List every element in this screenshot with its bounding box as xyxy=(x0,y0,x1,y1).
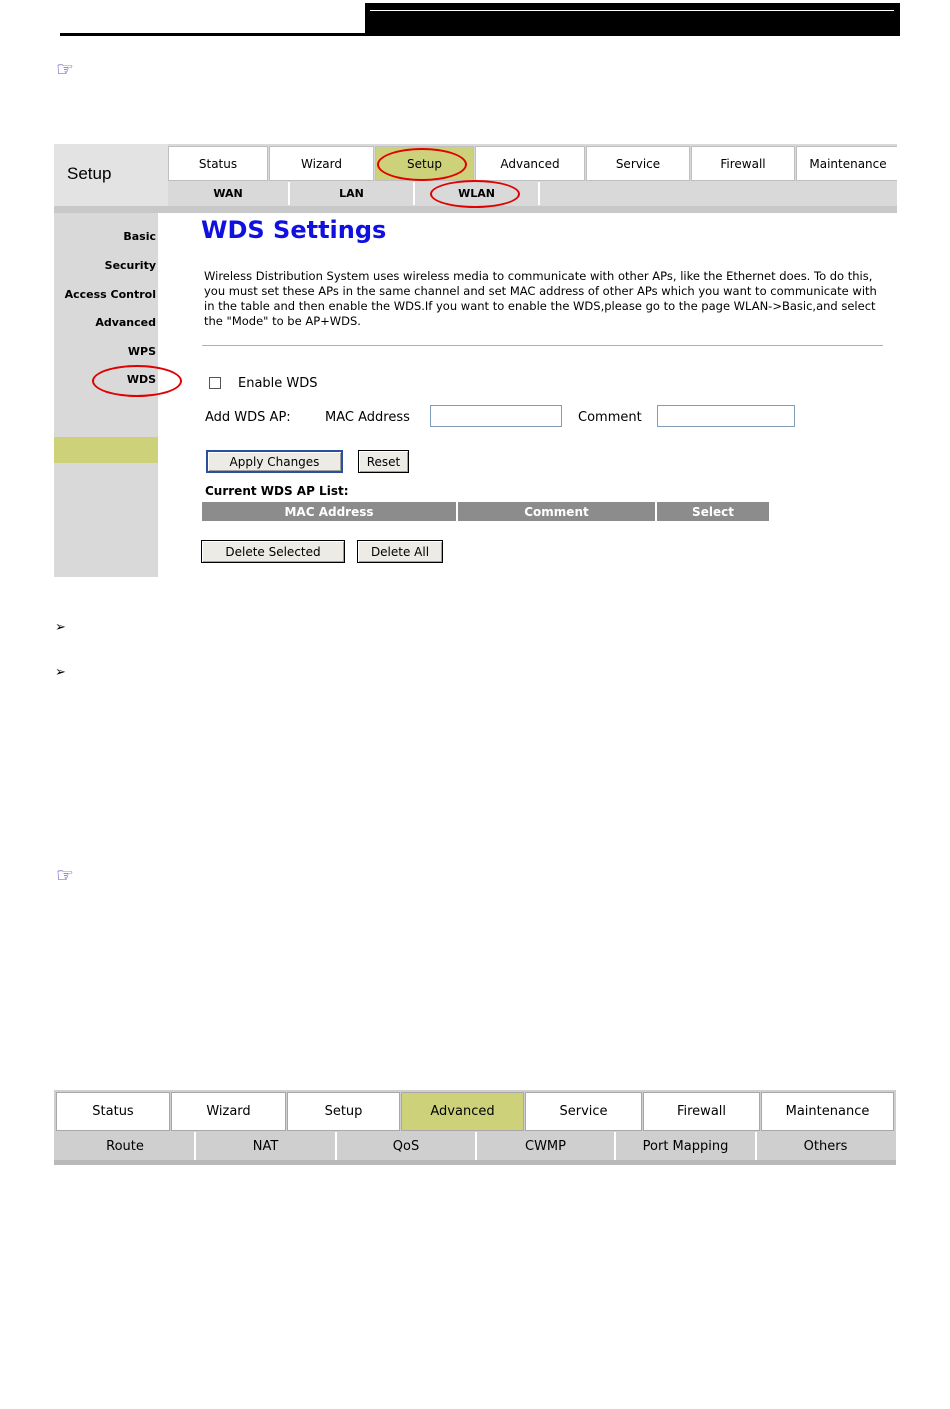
pointing-hand-icon-2: ☞ xyxy=(56,865,74,887)
main-content xyxy=(158,213,897,577)
current-wds-ap-list-label: Current WDS AP List: xyxy=(205,484,349,498)
divider xyxy=(202,345,883,346)
sub-nav xyxy=(168,182,897,205)
subtab-lan[interactable]: LAN xyxy=(290,182,415,205)
add-wds-ap-label: Add WDS AP: xyxy=(205,410,291,425)
tab-wizard[interactable]: Wizard xyxy=(269,146,374,181)
header-rule xyxy=(60,33,365,36)
side-active-highlight xyxy=(54,437,158,463)
tab-advanced[interactable]: Advanced xyxy=(475,146,585,181)
mac-address-input[interactable] xyxy=(430,405,562,427)
table-header-select: Select xyxy=(657,502,769,521)
wds-settings-screenshot xyxy=(54,144,897,577)
page-section-title: Setup xyxy=(67,164,112,183)
subtab2-cwmp[interactable]: CWMP xyxy=(477,1132,616,1160)
main-nav xyxy=(168,146,897,181)
wds-description: Wireless Distribution System uses wireless media to communicate with other APs, like the Ethernet does. To do this, you must set these APs in the same channel and set MAC address of other APs which you want to communicate with in the table and then enable the WDS.If you want to enable the WDS,please go to the page WLAN->Basic,and select the "Mode" to be AP+WDS. xyxy=(204,269,877,328)
side-item-access-control[interactable]: Access Control xyxy=(64,288,156,301)
sub-nav-2 xyxy=(56,1132,894,1160)
tab-firewall[interactable]: Firewall xyxy=(691,146,795,181)
apply-changes-button[interactable]: Apply Changes xyxy=(206,450,343,473)
header-bar-line xyxy=(370,10,894,11)
side-item-wds[interactable]: WDS xyxy=(126,373,156,386)
tab-setup[interactable]: Setup xyxy=(375,146,474,181)
tab2-setup[interactable]: Setup xyxy=(287,1092,400,1131)
subtab2-others[interactable]: Others xyxy=(803,1138,848,1154)
table-header-comment: Comment xyxy=(458,502,655,521)
delete-all-button[interactable]: Delete All xyxy=(357,540,443,563)
tab2-advanced[interactable]: Advanced xyxy=(401,1092,524,1131)
side-item-advanced[interactable]: Advanced xyxy=(95,316,156,329)
nav-bottom-rule xyxy=(54,1160,896,1165)
tab-status[interactable]: Status xyxy=(168,146,268,181)
subtab2-qos[interactable]: QoS xyxy=(337,1132,477,1160)
table-header-mac-address: MAC Address xyxy=(202,502,456,521)
wds-settings-title: WDS Settings xyxy=(201,216,387,244)
tab-maintenance[interactable]: Maintenance xyxy=(796,146,897,181)
comment-input[interactable] xyxy=(657,405,795,427)
enable-wds-checkbox[interactable] xyxy=(209,377,221,389)
subtab2-nat[interactable]: NAT xyxy=(196,1132,337,1160)
bullet-2: ➢ xyxy=(55,664,66,679)
bullet-1: ➢ xyxy=(55,619,66,634)
subtab-wan[interactable]: WAN xyxy=(168,182,290,205)
delete-selected-button[interactable]: Delete Selected xyxy=(201,540,345,563)
comment-label: Comment xyxy=(578,410,642,425)
tab2-wizard[interactable]: Wizard xyxy=(171,1092,286,1131)
side-item-wps[interactable]: WPS xyxy=(127,345,156,358)
tab-service[interactable]: Service xyxy=(586,146,690,181)
wds-side-annotation-ellipse xyxy=(92,365,182,397)
wlan-tab-annotation-ellipse xyxy=(430,180,520,208)
pointing-hand-icon: ☞ xyxy=(56,59,74,81)
tab2-maintenance[interactable]: Maintenance xyxy=(761,1092,894,1131)
header-bar xyxy=(365,3,900,36)
mac-address-label: MAC Address xyxy=(325,410,410,425)
main-nav-2 xyxy=(56,1092,895,1131)
reset-button[interactable]: Reset xyxy=(358,450,409,473)
tab2-status[interactable]: Status xyxy=(56,1092,170,1131)
setup-tab-annotation-ellipse xyxy=(377,148,467,181)
side-item-basic[interactable]: Basic xyxy=(123,230,156,243)
enable-wds-label: Enable WDS xyxy=(238,376,318,391)
tab2-service[interactable]: Service xyxy=(525,1092,642,1131)
advanced-nav-screenshot xyxy=(54,1090,896,1165)
subtab2-port-mapping[interactable]: Port Mapping xyxy=(616,1132,757,1160)
tab2-firewall[interactable]: Firewall xyxy=(643,1092,760,1131)
subtab2-route[interactable]: Route xyxy=(56,1132,196,1160)
subtab-wlan[interactable]: WLAN xyxy=(415,182,540,205)
side-item-security[interactable]: Security xyxy=(104,259,156,272)
